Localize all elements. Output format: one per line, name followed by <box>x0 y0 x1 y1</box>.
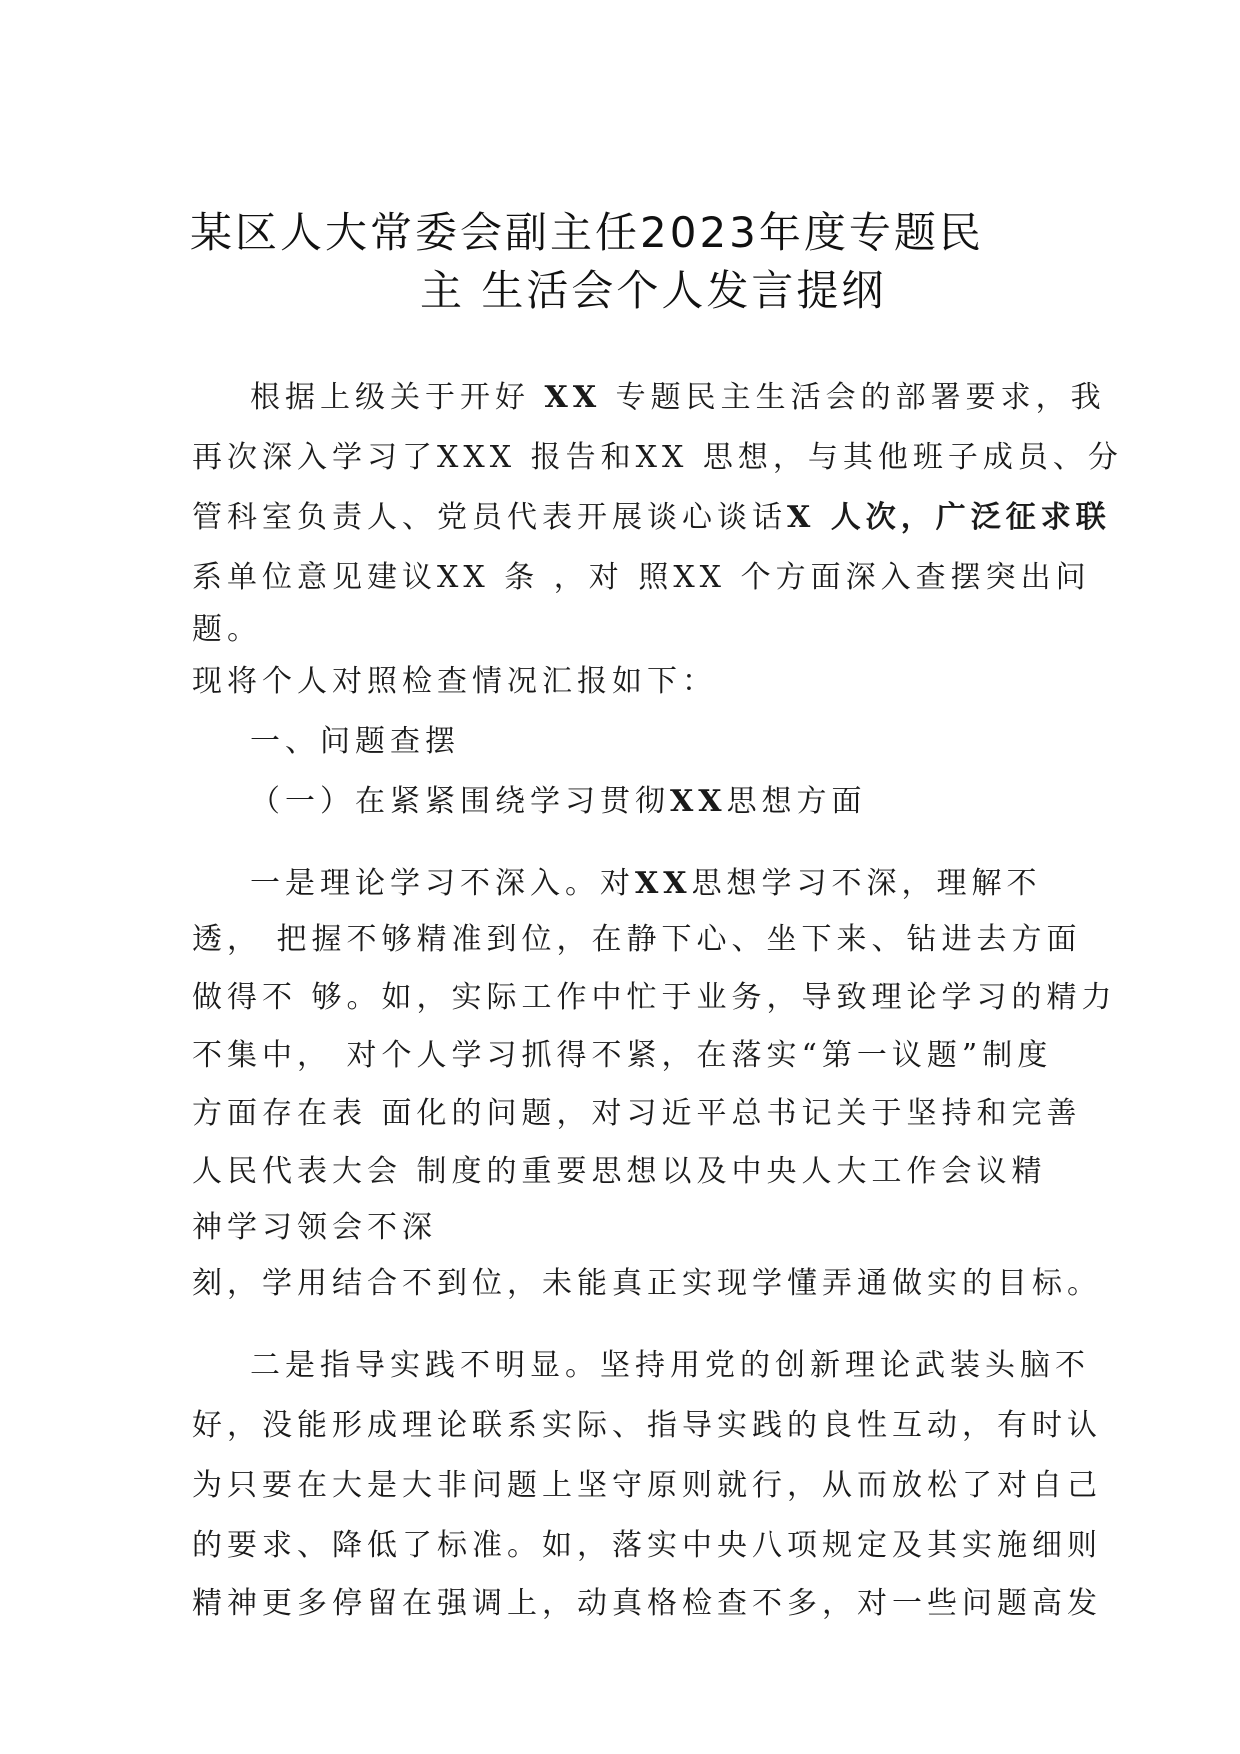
para2-line-2: 好，没能形成理论联系实际、指导实践的良性互动，有时认 <box>192 1408 1102 1443</box>
para2-line-3: 为只要在大是大非问题上坚守原则就行，从而放松了对自己 <box>192 1468 1102 1503</box>
document-title-line-1: 某区人大常委会副主任2023年度专题民 <box>190 208 984 257</box>
para1-line-7: 神学习领会不深 <box>192 1210 437 1245</box>
intro-line-2: 再次深入学习了XXX 报告和XX 思想，与其他班子成员、分 <box>192 440 1123 475</box>
document-title-line-2: 主 生活会个人发言提纲 <box>420 266 887 315</box>
para1-line-8: 刻，学用结合不到位，未能真正实现学懂弄通做实的目标。 <box>192 1266 1102 1301</box>
intro-line-3: 管科室负责人、党员代表开展谈心谈话X 人次，广泛征求联 <box>192 500 1111 535</box>
para2-line-5: 精神更多停留在强调上，动真格检查不多，对一些问题高发 <box>192 1586 1102 1621</box>
para1-line-4: 不集中， 对个人学习抓得不紧，在落实“第一议题”制度 <box>192 1038 1053 1073</box>
para1-line-3: 做得不 够。如，实际工作中忙于业务，导致理论学习的精力 <box>192 980 1117 1015</box>
para1-line-5: 方面存在表 面化的问题，对习近平总书记关于坚持和完善 <box>192 1096 1082 1131</box>
section-heading: 一、问题查摆 <box>250 724 460 759</box>
subsection-heading: （一）在紧紧围绕学习贯彻XX思想方面 <box>250 784 867 819</box>
intro-line-6: 现将个人对照检查情况汇报如下： <box>192 664 717 699</box>
intro-line-1: 根据上级关于开好 XX 专题民主生活会的部署要求，我 <box>250 380 1106 415</box>
para1-line-1: 一是理论学习不深入。对XX思想学习不深，理解不 <box>250 866 1042 901</box>
para2-line-1: 二是指导实践不明显。坚持用党的创新理论武装头脑不 <box>250 1348 1090 1383</box>
para1-line-6: 人民代表大会 制度的重要思想以及中央人大工作会议精 <box>192 1154 1047 1189</box>
para2-line-4: 的要求、降低了标准。如，落实中央八项规定及其实施细则 <box>192 1528 1102 1563</box>
intro-line-5: 题。 <box>192 612 262 647</box>
para1-line-2: 透， 把握不够精准到位，在静下心、坐下来、钻进去方面 <box>192 922 1082 957</box>
intro-line-4: 系单位意见建议XX 条 ，对 照XX 个方面深入查摆突出问 <box>192 560 1091 595</box>
